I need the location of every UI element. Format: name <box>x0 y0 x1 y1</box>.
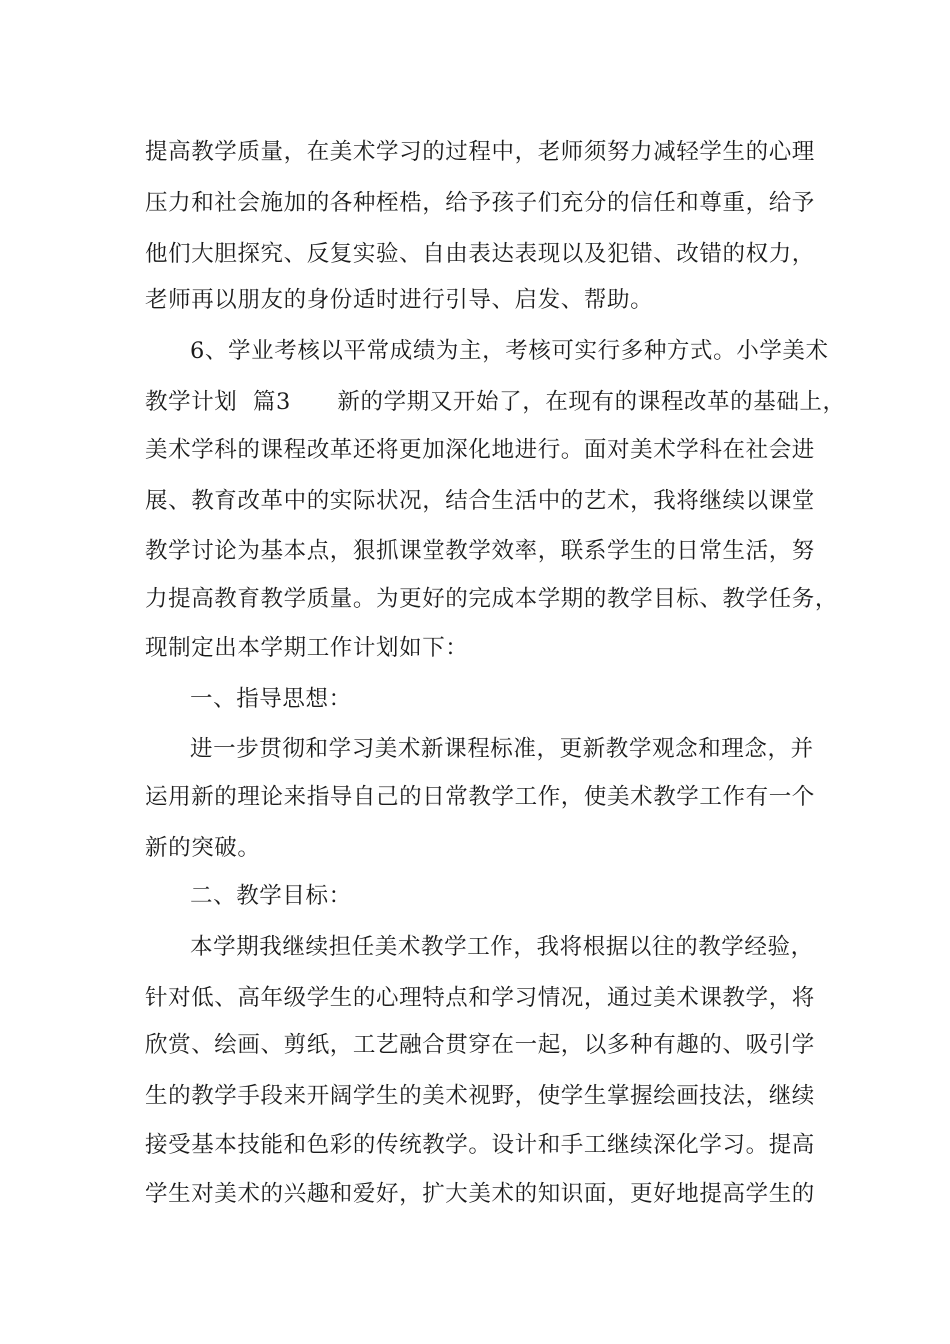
text-line: 学生对美术的兴趣和爱好，扩大美术的知识面，更好地提高学生的 <box>145 1181 815 1207</box>
text-line: 教学计划 篇3 新的学期又开始了，在现有的课程改革的基础上， <box>145 389 846 415</box>
text-line: 针对低、高年级学生的心理特点和学习情况，通过美术课教学，将 <box>145 985 815 1011</box>
text-line: 现制定出本学期工作计划如下： <box>145 635 469 661</box>
text-line: 提高教学质量，在美术学习的过程中，老师须努力减轻学生的心理 <box>145 139 815 165</box>
text-line: 老师再以朋友的身份适时进行引导、启发、帮助。 <box>145 287 654 313</box>
text-line: 生的教学手段来开阔学生的美术视野，使学生掌握绘画技法，继续 <box>145 1083 815 1109</box>
text-line: 接受基本技能和色彩的传统教学。设计和手工继续深化学习。提高 <box>145 1132 815 1158</box>
text-line: 欣赏、绘画、剪纸，工艺融合贯穿在一起，以多种有趣的、吸引学 <box>145 1032 815 1058</box>
text-line: 新的突破。 <box>145 835 261 861</box>
text-line: 美术学科的课程改革还将更加深化地进行。面对美术学科在社会进 <box>145 437 815 463</box>
text-line: 本学期我继续担任美术教学工作，我将根据以往的教学经验， <box>190 934 814 960</box>
text-line: 教学讨论为基本点，狠抓课堂教学效率，联系学生的日常生活，努 <box>145 538 815 564</box>
text-line: 压力和社会施加的各种桎梏，给予孩子们充分的信任和尊重，给予 <box>145 190 815 216</box>
section-heading: 一、指导思想： <box>190 686 352 712</box>
section-heading: 二、教学目标： <box>190 883 352 909</box>
text-line: 力提高教育教学质量。为更好的完成本学期的教学目标、教学任务， <box>145 586 839 612</box>
text-line: 进一步贯彻和学习美术新课程标准，更新教学观念和理念，并 <box>190 736 814 762</box>
text-line: 展、教育改革中的实际状况，结合生活中的艺术，我将继续以课堂 <box>145 488 815 514</box>
text-line: 他们大胆探究、反复实验、自由表达表现以及犯错、改错的权力， <box>145 241 815 267</box>
text-line: 运用新的理论来指导自己的日常教学工作，使美术教学工作有一个 <box>145 784 815 810</box>
text-line: 6、学业考核以平常成绩为主，考核可实行多种方式。小学美术 <box>190 338 829 364</box>
